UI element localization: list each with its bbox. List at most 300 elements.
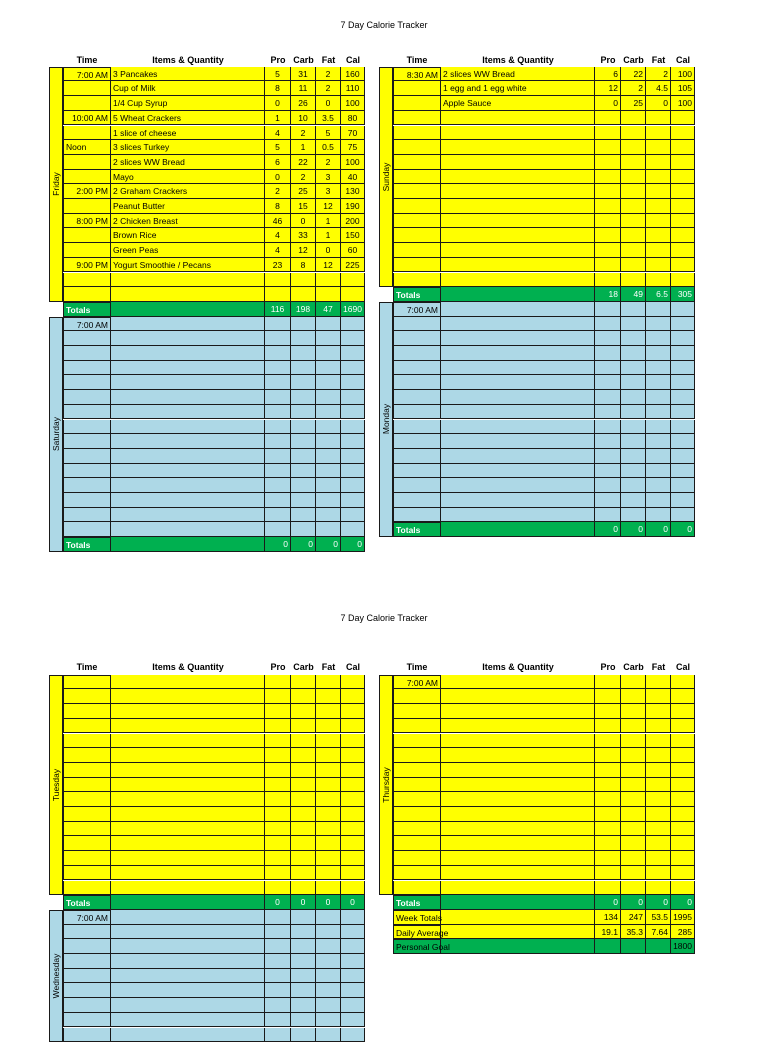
monday-cal-cell (671, 302, 695, 317)
thursday-fat-cell (646, 807, 671, 822)
friday-time-cell (63, 81, 111, 96)
wednesday-item-cell (111, 910, 265, 925)
monday-pro-cell (595, 390, 621, 405)
monday-cal-cell (671, 346, 695, 361)
thursday-cal-cell (671, 836, 695, 851)
monday-cal-cell (671, 390, 695, 405)
monday-carb-cell (621, 331, 646, 346)
tuesday-total-pro: 0 (265, 895, 291, 910)
saturday-carb-cell (291, 390, 316, 405)
friday-row (63, 155, 365, 170)
monday-carb-cell (621, 390, 646, 405)
sunday-carb-cell (621, 111, 646, 126)
saturday-pro-cell (265, 390, 291, 405)
monday-item-cell (441, 434, 595, 449)
monday-time-cell (393, 361, 441, 376)
monday-fat-cell (646, 361, 671, 376)
monday-total-pro: 0 (595, 522, 621, 537)
monday-row (393, 390, 695, 405)
header-items: Items & Quantity (441, 53, 595, 68)
friday-fat-cell: 12 (316, 258, 341, 273)
friday-item-cell: 3 slices Turkey (111, 140, 265, 155)
wednesday-fat-cell (316, 998, 341, 1013)
saturday-row (63, 522, 365, 537)
sunday-cal-cell (671, 214, 695, 229)
thursday-row (393, 778, 695, 793)
tuesday-carb-cell (291, 881, 316, 896)
sunday-cal-cell (671, 111, 695, 126)
tuesday-row (63, 689, 365, 704)
saturday-cal-cell (341, 464, 365, 479)
sunday-row (393, 214, 695, 229)
thursday-item-cell (441, 763, 595, 778)
sunday-label (379, 67, 393, 288)
thursday-fat-cell (646, 689, 671, 704)
wednesday-carb-cell (291, 925, 316, 940)
sunday-time-cell (393, 111, 441, 126)
friday-totals-label: Totals (63, 302, 111, 317)
saturday-item-cell (111, 434, 265, 449)
friday-row (63, 258, 365, 273)
tuesday-row (63, 851, 365, 866)
wednesday-time-cell (63, 983, 111, 998)
thursday-item-cell (441, 675, 595, 690)
tuesday-item-cell (111, 778, 265, 793)
sunday-totals-label: Totals (393, 287, 441, 302)
friday-pro-cell: 1 (265, 111, 291, 126)
friday-fat-cell: 5 (316, 126, 341, 141)
thursday-cal-cell (671, 704, 695, 719)
thursday-total-cal: 0 (671, 895, 695, 910)
monday-carb-cell (621, 434, 646, 449)
sunday-fat-cell (646, 273, 671, 288)
saturday-fat-cell (316, 331, 341, 346)
tuesday-cal-cell (341, 778, 365, 793)
monday-fat-cell (646, 420, 671, 435)
sunday-carb-cell (621, 126, 646, 141)
tuesday-item-cell (111, 719, 265, 734)
monday-pro-cell (595, 302, 621, 317)
saturday-carb-cell (291, 522, 316, 537)
saturday-label (49, 317, 63, 552)
sunday-carb-cell (621, 243, 646, 258)
sunday-fat-cell (646, 140, 671, 155)
wednesday-time-cell (63, 998, 111, 1013)
saturday-time-cell (63, 331, 111, 346)
monday-pro-cell (595, 420, 621, 435)
friday-cal-cell: 200 (341, 214, 365, 229)
saturday-row (63, 508, 365, 523)
tuesday-cal-cell (341, 866, 365, 881)
tuesday-time-cell (63, 866, 111, 881)
saturday-item-cell (111, 449, 265, 464)
friday-carb-cell: 31 (291, 67, 316, 82)
wednesday-cal-cell (341, 910, 365, 925)
saturday-pro-cell (265, 508, 291, 523)
tuesday-pro-cell (265, 866, 291, 881)
wednesday-cal-cell (341, 983, 365, 998)
monday-item-cell (441, 493, 595, 508)
tuesday-pro-cell (265, 748, 291, 763)
saturday-row (63, 346, 365, 361)
thursday-row (393, 689, 695, 704)
wednesday-fat-cell (316, 925, 341, 940)
wednesday-pro-cell (265, 910, 291, 925)
wednesday-time-cell: 7:00 AM (63, 910, 111, 925)
friday-item-cell: Mayo (111, 170, 265, 185)
tuesday-row (63, 763, 365, 778)
saturday-fat-cell (316, 493, 341, 508)
monday-time-cell (393, 346, 441, 361)
saturday-item-cell (111, 361, 265, 376)
tuesday-header-row (63, 660, 365, 675)
friday-row (63, 199, 365, 214)
sunday-item-cell (441, 155, 595, 170)
sunday-carb-cell (621, 258, 646, 273)
tuesday-pro-cell (265, 675, 291, 690)
sunday-time-cell (393, 214, 441, 229)
sunday-fat-cell (646, 243, 671, 258)
thursday-fat-cell (646, 704, 671, 719)
header-items: Items & Quantity (441, 660, 595, 675)
wednesday-cal-cell (341, 954, 365, 969)
saturday-cal-cell (341, 375, 365, 390)
thursday-carb-cell (621, 763, 646, 778)
wednesday-row (63, 998, 365, 1013)
thursday-row (393, 719, 695, 734)
wednesday-cal-cell (341, 939, 365, 954)
header-time: Time (393, 660, 441, 675)
monday-totals-row (393, 522, 695, 537)
sunday-time-cell (393, 96, 441, 111)
friday-pro-cell (265, 273, 291, 288)
saturday-time-cell (63, 478, 111, 493)
sunday-time-cell (393, 243, 441, 258)
personal-goal-spacer (441, 939, 595, 954)
monday-time-cell (393, 508, 441, 523)
tuesday-fat-cell (316, 763, 341, 778)
friday-item-cell: Yogurt Smoothie / Pecans (111, 258, 265, 273)
tuesday-carb-cell (291, 689, 316, 704)
saturday-pro-cell (265, 464, 291, 479)
friday-carb-cell: 8 (291, 258, 316, 273)
friday-carb-cell: 33 (291, 228, 316, 243)
tuesday-pro-cell (265, 734, 291, 749)
daily-average-pro: 19.1 (595, 925, 621, 940)
tuesday-fat-cell (316, 675, 341, 690)
saturday-time-cell (63, 375, 111, 390)
sunday-item-cell (441, 258, 595, 273)
thursday-carb-cell (621, 807, 646, 822)
sunday-row (393, 184, 695, 199)
sunday-time-cell (393, 126, 441, 141)
saturday-carb-cell (291, 420, 316, 435)
tuesday-time-cell (63, 704, 111, 719)
week-totals-cal: 1995 (671, 910, 695, 925)
thursday-header-row (393, 660, 695, 675)
saturday-row (63, 331, 365, 346)
header-fat: Fat (646, 53, 671, 68)
thursday-fat-cell (646, 851, 671, 866)
tuesday-time-cell (63, 734, 111, 749)
wednesday-carb-cell (291, 1028, 316, 1042)
tuesday-carb-cell (291, 719, 316, 734)
header-pro: Pro (595, 660, 621, 675)
tuesday-row (63, 807, 365, 822)
thursday-cal-cell (671, 734, 695, 749)
monday-row (393, 331, 695, 346)
tuesday-item-cell (111, 734, 265, 749)
friday-time-cell (63, 287, 111, 302)
sunday-item-cell (441, 184, 595, 199)
friday-pro-cell: 4 (265, 243, 291, 258)
friday-fat-cell (316, 287, 341, 302)
header-carb: Carb (291, 660, 316, 675)
tuesday-time-cell (63, 763, 111, 778)
saturday-item-cell (111, 508, 265, 523)
sunday-time-cell (393, 199, 441, 214)
thursday-item-cell (441, 734, 595, 749)
thursday-item-cell (441, 719, 595, 734)
thursday-row (393, 881, 695, 896)
thursday-time-cell (393, 792, 441, 807)
saturday-fat-cell (316, 464, 341, 479)
friday-cal-cell: 60 (341, 243, 365, 258)
saturday-carb-cell (291, 375, 316, 390)
monday-item-cell (441, 464, 595, 479)
saturday-item-cell (111, 478, 265, 493)
monday-row (393, 434, 695, 449)
saturday-item-cell (111, 390, 265, 405)
thursday-cal-cell (671, 881, 695, 896)
tuesday-item-cell (111, 807, 265, 822)
monday-item-cell (441, 346, 595, 361)
friday-time-cell (63, 243, 111, 258)
tuesday-row (63, 836, 365, 851)
header-pro: Pro (595, 53, 621, 68)
friday-total-fat: 47 (316, 302, 341, 317)
monday-fat-cell (646, 478, 671, 493)
sunday-carb-cell: 22 (621, 67, 646, 82)
wednesday-row (63, 983, 365, 998)
daily-average-cal: 285 (671, 925, 695, 940)
friday-label (49, 67, 63, 302)
friday-carb-cell: 0 (291, 214, 316, 229)
monday-carb-cell (621, 508, 646, 523)
friday-cal-cell: 150 (341, 228, 365, 243)
monday-carb-cell (621, 302, 646, 317)
header-cal: Cal (671, 660, 695, 675)
saturday-total-carb: 0 (291, 537, 316, 552)
friday-item-cell: 1 slice of cheese (111, 126, 265, 141)
saturday-row (63, 493, 365, 508)
thursday-label (379, 675, 393, 896)
header-carb: Carb (621, 660, 646, 675)
friday-cal-cell: 75 (341, 140, 365, 155)
tuesday-cal-cell (341, 719, 365, 734)
friday-item-cell: 2 Graham Crackers (111, 184, 265, 199)
sunday-item-cell (441, 111, 595, 126)
monday-pro-cell (595, 361, 621, 376)
monday-item-cell (441, 420, 595, 435)
header-fat: Fat (316, 53, 341, 68)
friday-time-cell (63, 273, 111, 288)
sunday-item-cell (441, 243, 595, 258)
thursday-total-carb: 0 (621, 895, 646, 910)
monday-row (393, 375, 695, 390)
tuesday-cal-cell (341, 851, 365, 866)
sunday-cal-cell: 105 (671, 81, 695, 96)
week-totals-carb: 247 (621, 910, 646, 925)
tuesday-label-text: Tuesday (51, 769, 61, 801)
tuesday-time-cell (63, 792, 111, 807)
sunday-fat-cell (646, 258, 671, 273)
monday-time-cell (393, 449, 441, 464)
monday-total-carb: 0 (621, 522, 646, 537)
monday-row (393, 361, 695, 376)
wednesday-fat-cell (316, 910, 341, 925)
wednesday-label-text: Wednesday (51, 954, 61, 999)
thursday-item-cell (441, 807, 595, 822)
saturday-item-cell (111, 405, 265, 420)
saturday-carb-cell (291, 331, 316, 346)
tuesday-cal-cell (341, 807, 365, 822)
thursday-carb-cell (621, 836, 646, 851)
sunday-pro-cell (595, 243, 621, 258)
thursday-totals-spacer (441, 895, 595, 910)
sunday-pro-cell (595, 273, 621, 288)
header-fat: Fat (646, 660, 671, 675)
sunday-carb-cell (621, 214, 646, 229)
tuesday-fat-cell (316, 881, 341, 896)
tuesday-time-cell (63, 689, 111, 704)
thursday-time-cell (393, 851, 441, 866)
tuesday-pro-cell (265, 689, 291, 704)
tuesday-pro-cell (265, 704, 291, 719)
friday-time-cell (63, 96, 111, 111)
wednesday-time-cell (63, 969, 111, 984)
saturday-carb-cell (291, 493, 316, 508)
saturday-pro-cell (265, 375, 291, 390)
wednesday-fat-cell (316, 954, 341, 969)
wednesday-carb-cell (291, 954, 316, 969)
tuesday-row (63, 675, 365, 690)
saturday-pro-cell (265, 346, 291, 361)
thursday-cal-cell (671, 851, 695, 866)
friday-cal-cell: 160 (341, 67, 365, 82)
thursday-row (393, 734, 695, 749)
saturday-cal-cell (341, 346, 365, 361)
thursday-fat-cell (646, 778, 671, 793)
friday-time-cell: 7:00 AM (63, 67, 111, 82)
monday-fat-cell (646, 390, 671, 405)
tuesday-time-cell (63, 822, 111, 837)
monday-item-cell (441, 449, 595, 464)
sunday-pro-cell (595, 126, 621, 141)
sunday-time-cell: 8:30 AM (393, 67, 441, 82)
saturday-pro-cell (265, 331, 291, 346)
wednesday-item-cell (111, 954, 265, 969)
tuesday-carb-cell (291, 763, 316, 778)
saturday-item-cell (111, 464, 265, 479)
sunday-time-cell (393, 258, 441, 273)
thursday-row (393, 807, 695, 822)
wednesday-time-cell (63, 954, 111, 969)
friday-time-cell: Noon (63, 140, 111, 155)
friday-time-cell (63, 126, 111, 141)
wednesday-carb-cell (291, 1013, 316, 1028)
tuesday-pro-cell (265, 881, 291, 896)
sunday-monday-block (379, 52, 699, 534)
saturday-pro-cell (265, 493, 291, 508)
sunday-cal-cell (671, 273, 695, 288)
tuesday-carb-cell (291, 778, 316, 793)
monday-item-cell (441, 375, 595, 390)
tuesday-time-cell (63, 836, 111, 851)
thursday-carb-cell (621, 881, 646, 896)
friday-item-cell: Peanut Butter (111, 199, 265, 214)
friday-carb-cell: 2 (291, 170, 316, 185)
monday-cal-cell (671, 331, 695, 346)
saturday-time-cell (63, 449, 111, 464)
header-carb: Carb (621, 53, 646, 68)
sunday-fat-cell: 0 (646, 96, 671, 111)
monday-time-cell (393, 434, 441, 449)
saturday-row (63, 390, 365, 405)
thursday-fat-cell (646, 675, 671, 690)
wednesday-row (63, 910, 365, 925)
thursday-item-cell (441, 822, 595, 837)
thursday-cal-cell (671, 866, 695, 881)
header-time: Time (63, 660, 111, 675)
tuesday-fat-cell (316, 807, 341, 822)
week-totals-fat: 53.5 (646, 910, 671, 925)
thursday-cal-cell (671, 807, 695, 822)
thursday-item-cell (441, 778, 595, 793)
thursday-pro-cell (595, 734, 621, 749)
thursday-pro-cell (595, 675, 621, 690)
thursday-fat-cell (646, 822, 671, 837)
tuesday-row (63, 822, 365, 837)
sunday-item-cell: 2 slices WW Bread (441, 67, 595, 82)
thursday-time-cell (393, 689, 441, 704)
monday-item-cell (441, 331, 595, 346)
header-cal: Cal (341, 53, 365, 68)
monday-fat-cell (646, 493, 671, 508)
saturday-item-cell (111, 375, 265, 390)
sunday-pro-cell (595, 228, 621, 243)
friday-row (63, 126, 365, 141)
wednesday-pro-cell (265, 998, 291, 1013)
saturday-carb-cell (291, 478, 316, 493)
monday-row (393, 317, 695, 332)
friday-cal-cell: 40 (341, 170, 365, 185)
wednesday-carb-cell (291, 998, 316, 1013)
friday-row (63, 214, 365, 229)
monday-row (393, 478, 695, 493)
sunday-cal-cell (671, 155, 695, 170)
friday-cal-cell: 100 (341, 96, 365, 111)
daily-average-carb: 35.3 (621, 925, 646, 940)
friday-cal-cell (341, 273, 365, 288)
friday-cal-cell: 80 (341, 111, 365, 126)
friday-row (63, 111, 365, 126)
saturday-pro-cell (265, 361, 291, 376)
thursday-time-cell (393, 807, 441, 822)
friday-row (63, 96, 365, 111)
tuesday-pro-cell (265, 719, 291, 734)
sunday-cal-cell: 100 (671, 67, 695, 82)
